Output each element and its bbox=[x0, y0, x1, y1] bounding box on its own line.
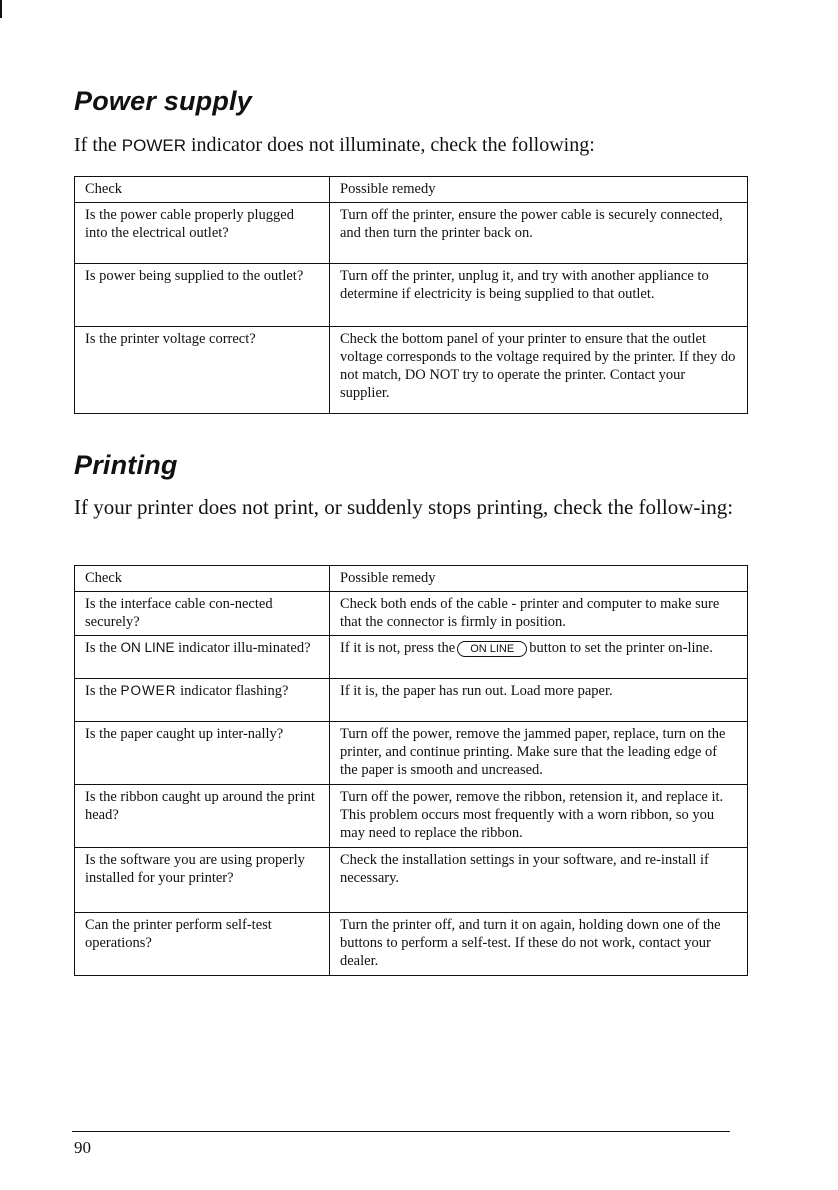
table-row bbox=[75, 264, 748, 327]
check-text: indicator flashing? bbox=[176, 683, 289, 699]
check-cell: Is power being supplied to the outlet? bbox=[75, 264, 330, 327]
remedy-cell: If it is, the paper has run out. Load more paper. bbox=[330, 679, 748, 722]
check-cell: Is the software you are using properly installed for your printer? bbox=[75, 848, 330, 913]
table-row bbox=[75, 636, 748, 679]
table-header-row bbox=[75, 177, 748, 203]
remedy-text: button to set the printer on-line. bbox=[529, 640, 713, 656]
check-cell: Is the paper caught up inter-nally? bbox=[75, 722, 330, 785]
table-row bbox=[75, 592, 748, 636]
remedy-cell: Check both ends of the cable - printer and computer to make sure that the connector is firmly in position. bbox=[330, 592, 748, 636]
check-cell bbox=[75, 679, 330, 722]
table-header-row bbox=[75, 566, 748, 592]
check-cell: Is the power cable properly plugged into the electrical outlet? bbox=[75, 203, 330, 264]
remedy-cell: Check the installation settings in your software, and re-install if necessary. bbox=[330, 848, 748, 913]
header-check: Check bbox=[75, 566, 330, 592]
intro-text: indicator does not illuminate, check the following: bbox=[186, 134, 595, 156]
remedy-cell bbox=[330, 636, 748, 679]
page-number: 90 bbox=[74, 1138, 91, 1157]
check-cell: Is the ribbon caught up around the print head? bbox=[75, 785, 330, 848]
table-row bbox=[75, 327, 748, 414]
online-button-glyph: ON LINE bbox=[457, 641, 527, 657]
intro-text: If the bbox=[74, 134, 122, 156]
check-cell: Is the printer voltage correct? bbox=[75, 327, 330, 414]
online-keyword: ON LINE bbox=[120, 640, 175, 655]
check-cell bbox=[75, 636, 330, 679]
check-text: indicator illu-minated? bbox=[174, 640, 311, 656]
check-text: Is the bbox=[85, 640, 121, 656]
header-remedy: Possible remedy bbox=[330, 177, 748, 203]
power-intro bbox=[74, 131, 595, 160]
remedy-text: If it is not, press the bbox=[340, 640, 456, 656]
remedy-cell: Turn off the power, remove the ribbon, retension it, and replace it. This problem occurs most frequently with a worn ribbon, so you may need to replace the ribbon. bbox=[330, 785, 748, 848]
table-row bbox=[75, 203, 748, 264]
check-cell: Can the printer perform self-test operations? bbox=[75, 913, 330, 976]
check-cell: Is the interface cable con-nected securely? bbox=[75, 592, 330, 636]
power-keyword: POWER bbox=[121, 136, 186, 155]
header-remedy: Possible remedy bbox=[330, 566, 748, 592]
remedy-cell: Turn off the printer, unplug it, and try with another appliance to determine if electricity is being supplied to that outlet. bbox=[330, 264, 748, 327]
printing-intro: If your printer does not print, or suddenly stops printing, check the follow-ing: bbox=[74, 495, 734, 519]
remedy-cell: Turn off the printer, ensure the power cable is securely connected, and then turn the printer back on. bbox=[330, 203, 748, 264]
table-row bbox=[75, 848, 748, 913]
section-heading-power-supply: Power supply bbox=[74, 86, 252, 116]
check-text: Is the bbox=[85, 683, 121, 699]
remedy-cell: Check the bottom panel of your printer to ensure that the outlet voltage corresponds to the voltage required by the printer. If they do not match, DO NOT try to operate the printer. Contact your supplier. bbox=[330, 327, 748, 414]
table-row bbox=[75, 785, 748, 848]
section-heading-printing: Printing bbox=[74, 450, 178, 480]
power-keyword: POWER bbox=[120, 683, 177, 698]
footer-rule bbox=[72, 1131, 730, 1132]
table-row bbox=[75, 679, 748, 722]
table-row bbox=[75, 722, 748, 785]
power-supply-table bbox=[74, 176, 748, 414]
table-row bbox=[75, 913, 748, 976]
remedy-cell: Turn the printer off, and turn it on again, holding down one of the buttons to perform a self-test. If these do not work, contact your dealer. bbox=[330, 913, 748, 976]
printing-table bbox=[74, 565, 748, 976]
crop-mark bbox=[0, 0, 2, 18]
header-check: Check bbox=[75, 177, 330, 203]
remedy-cell: Turn off the power, remove the jammed paper, replace, turn on the printer, and continue printing. Make sure that the leading edge of the paper is smooth and uncreased. bbox=[330, 722, 748, 785]
